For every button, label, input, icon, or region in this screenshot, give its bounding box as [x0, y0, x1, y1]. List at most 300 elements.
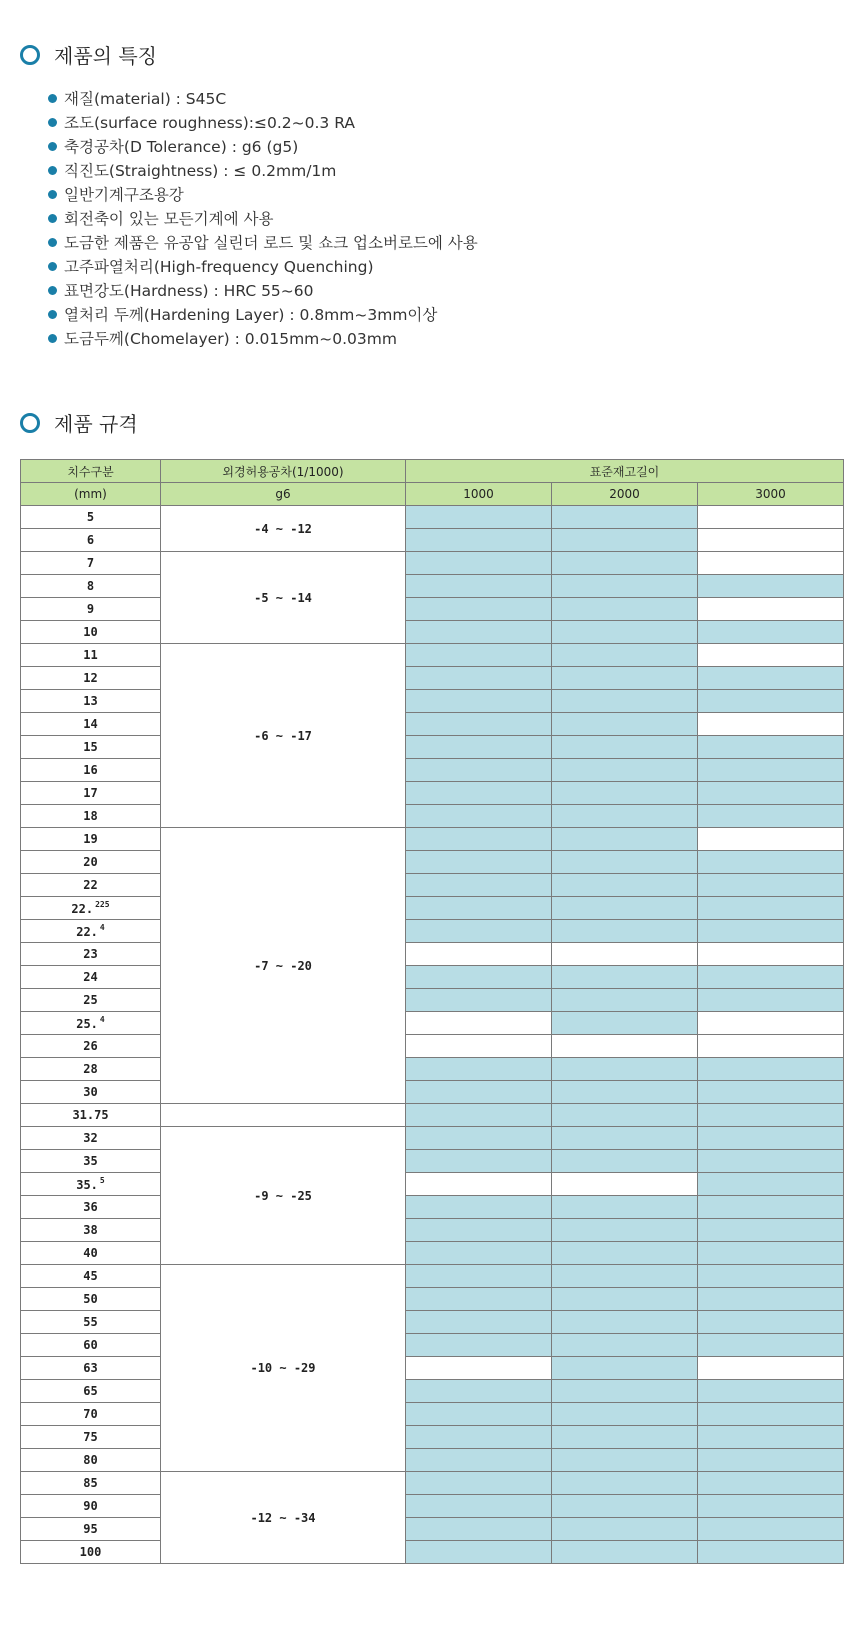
stock-empty-cell: [698, 1357, 844, 1380]
table-row: [21, 1081, 844, 1104]
size-value: 5: [86, 510, 95, 524]
feature-text: 일반기계구조용강: [64, 186, 184, 204]
stock-available-cell: [406, 667, 552, 690]
spec-title: 제품 규격: [54, 412, 138, 436]
size-value: 90: [83, 1499, 98, 1513]
stock-available-cell: [406, 1265, 552, 1288]
table-row: [21, 736, 844, 759]
stock-available-cell: [406, 1058, 552, 1081]
spec-table: [20, 459, 844, 1564]
stock-available-cell: [552, 1012, 698, 1035]
stock-available-cell: [406, 1449, 552, 1472]
table-row: [21, 851, 844, 874]
size-cell: [21, 1288, 161, 1311]
bullet-dot-icon: [48, 310, 57, 319]
stock-available-cell: [552, 1081, 698, 1104]
size-value: 85: [83, 1476, 98, 1490]
stock-available-cell: [698, 1334, 844, 1357]
stock-available-cell: [552, 552, 698, 575]
feature-text: 재질(material) : S45C: [64, 90, 227, 108]
size-cell: [21, 1518, 161, 1541]
table-row: [21, 552, 844, 575]
table-row: [21, 897, 844, 920]
stock-available-cell: [406, 529, 552, 552]
size-value: 11: [83, 648, 98, 662]
feature-text: 고주파열처리(High-frequency Quenching): [64, 258, 374, 276]
size-value: 80: [83, 1453, 98, 1467]
size-value: 32: [83, 1131, 98, 1145]
circle-bullet-icon: [20, 45, 40, 65]
stock-available-cell: [552, 529, 698, 552]
tolerance-cell: -5 ~ -14: [161, 552, 406, 644]
size-value: 26: [83, 1039, 98, 1053]
stock-available-cell: [698, 621, 844, 644]
stock-available-cell: [406, 1495, 552, 1518]
stock-available-cell: [406, 851, 552, 874]
feature-item: [48, 302, 478, 326]
table-row: [21, 667, 844, 690]
stock-available-cell: [698, 736, 844, 759]
size-cell: [21, 713, 161, 736]
feature-text: 도금한 제품은 유공압 실린더 로드 및 쇼크 업소버로드에 사용: [64, 234, 478, 252]
size-value: 14: [83, 717, 98, 731]
stock-available-cell: [552, 575, 698, 598]
stock-empty-cell: [698, 552, 844, 575]
size-value: 60: [83, 1338, 98, 1352]
tolerance-cell: -7 ~ -20: [161, 828, 406, 1104]
table-row: [21, 575, 844, 598]
size-cell: [21, 874, 161, 897]
tolerance-cell: -10 ~ -29: [161, 1265, 406, 1472]
stock-available-cell: [552, 1058, 698, 1081]
stock-available-cell: [698, 897, 844, 920]
stock-available-cell: [698, 1150, 844, 1173]
feature-item: [48, 86, 478, 110]
feature-text: 조도(surface roughness):≤0.2~0.3 RA: [64, 114, 355, 132]
size-cell: [21, 1357, 161, 1380]
feature-item: [48, 230, 478, 254]
stock-available-cell: [552, 1357, 698, 1380]
stock-available-cell: [552, 1288, 698, 1311]
length-2000-header: 2000: [552, 483, 698, 506]
size-value: 38: [83, 1223, 98, 1237]
size-value: 75: [83, 1430, 98, 1444]
size-cell: [21, 1058, 161, 1081]
stock-available-cell: [698, 874, 844, 897]
stock-available-cell: [698, 1058, 844, 1081]
stock-available-cell: [406, 874, 552, 897]
size-cell: [21, 1541, 161, 1564]
size-cell: [21, 828, 161, 851]
size-unit-header: (mm): [21, 483, 161, 506]
bullet-dot-icon: [48, 286, 57, 295]
size-value: 70: [83, 1407, 98, 1421]
stock-empty-cell: [406, 943, 552, 966]
stock-available-cell: [698, 667, 844, 690]
stock-empty-cell: [698, 644, 844, 667]
table-row: [21, 1518, 844, 1541]
table-header-row: [21, 460, 844, 483]
size-cell: [21, 506, 161, 529]
stock-available-cell: [406, 575, 552, 598]
circle-bullet-icon: [20, 413, 40, 433]
bullet-dot-icon: [48, 334, 57, 343]
table-row: [21, 943, 844, 966]
size-cell: [21, 598, 161, 621]
stock-available-cell: [552, 1541, 698, 1564]
tolerance-cell: -12 ~ -34: [161, 1472, 406, 1564]
size-value: 23: [83, 947, 98, 961]
feature-item: [48, 206, 478, 230]
stock-available-cell: [406, 1472, 552, 1495]
stock-available-cell: [552, 1196, 698, 1219]
tolerance-cell: -4 ~ -12: [161, 506, 406, 552]
stock-empty-cell: [698, 598, 844, 621]
stock-available-cell: [406, 897, 552, 920]
size-value: 12: [83, 671, 98, 685]
size-value: 36: [83, 1200, 98, 1214]
size-superscript: 4: [99, 1015, 105, 1024]
table-row: [21, 1196, 844, 1219]
stock-available-cell: [698, 1127, 844, 1150]
table-row: [21, 1035, 844, 1058]
size-cell: [21, 529, 161, 552]
stock-available-cell: [406, 1518, 552, 1541]
stock-available-cell: [698, 1196, 844, 1219]
size-cell: [21, 1334, 161, 1357]
stock-available-cell: [552, 1449, 698, 1472]
stock-available-cell: [552, 1334, 698, 1357]
table-row: [21, 1104, 844, 1127]
table-row: [21, 1242, 844, 1265]
stock-available-cell: [552, 1518, 698, 1541]
size-value: 45: [83, 1269, 98, 1283]
stock-available-cell: [406, 644, 552, 667]
size-value: 25.: [76, 1017, 98, 1031]
table-row: [21, 1127, 844, 1150]
stock-available-cell: [552, 713, 698, 736]
table-row: [21, 529, 844, 552]
spec-table-container: [20, 459, 843, 1564]
feature-text: 표면강도(Hardness) : HRC 55~60: [64, 282, 314, 300]
tolerance-cell: [161, 1104, 406, 1127]
stock-available-cell: [552, 1150, 698, 1173]
stock-available-cell: [698, 782, 844, 805]
tolerance-header: 외경허용공차(1/1000): [161, 460, 406, 483]
stock-available-cell: [698, 989, 844, 1012]
size-superscript: 4: [99, 923, 105, 932]
stock-available-cell: [552, 1219, 698, 1242]
stock-available-cell: [552, 1403, 698, 1426]
size-value: 6: [86, 533, 95, 547]
length-1000-header: 1000: [406, 483, 552, 506]
stock-empty-cell: [552, 1035, 698, 1058]
table-row: [21, 805, 844, 828]
table-subheader-row: [21, 483, 844, 506]
stock-available-cell: [406, 1426, 552, 1449]
table-row: [21, 920, 844, 943]
spec-section-title: [20, 408, 138, 437]
table-row: [21, 1173, 844, 1196]
size-cell: [21, 552, 161, 575]
size-value: 13: [83, 694, 98, 708]
stock-available-cell: [406, 736, 552, 759]
size-cell: [21, 759, 161, 782]
table-row: [21, 1357, 844, 1380]
stock-available-cell: [552, 736, 698, 759]
size-cell: [21, 736, 161, 759]
table-row: [21, 828, 844, 851]
stock-available-cell: [406, 713, 552, 736]
table-row: [21, 759, 844, 782]
size-header: 치수구분: [21, 460, 161, 483]
size-value: 7: [86, 556, 95, 570]
size-cell: [21, 1472, 161, 1495]
stock-available-cell: [698, 1472, 844, 1495]
feature-item: [48, 158, 478, 182]
size-cell: [21, 1219, 161, 1242]
stock-available-cell: [552, 1104, 698, 1127]
size-cell: [21, 1311, 161, 1334]
size-cell: [21, 690, 161, 713]
bullet-dot-icon: [48, 142, 57, 151]
bullet-dot-icon: [48, 262, 57, 271]
stock-available-cell: [698, 759, 844, 782]
size-value: 22.: [71, 902, 94, 916]
stock-available-cell: [698, 920, 844, 943]
table-row: [21, 1012, 844, 1035]
stock-empty-cell: [406, 1357, 552, 1380]
stock-available-cell: [552, 920, 698, 943]
stock-available-cell: [698, 1449, 844, 1472]
stock-available-cell: [406, 621, 552, 644]
table-row: [21, 1541, 844, 1564]
size-cell: [21, 621, 161, 644]
stock-available-cell: [552, 989, 698, 1012]
feature-item: [48, 110, 478, 134]
stock-available-cell: [552, 1265, 698, 1288]
stock-available-cell: [406, 1242, 552, 1265]
size-cell: [21, 1104, 161, 1127]
size-cell: [21, 1403, 161, 1426]
size-cell: [21, 966, 161, 989]
size-value: 63: [83, 1361, 98, 1375]
stock-available-cell: [406, 1104, 552, 1127]
size-cell: [21, 805, 161, 828]
stock-available-cell: [406, 1334, 552, 1357]
feature-item: [48, 326, 478, 350]
table-row: [21, 1495, 844, 1518]
table-row: [21, 1449, 844, 1472]
stock-empty-cell: [698, 828, 844, 851]
stock-available-cell: [406, 805, 552, 828]
bullet-dot-icon: [48, 166, 57, 175]
stock-available-cell: [406, 782, 552, 805]
tolerance-cell: -9 ~ -25: [161, 1127, 406, 1265]
size-cell: [21, 851, 161, 874]
size-cell: [21, 782, 161, 805]
feature-item: [48, 134, 478, 158]
stock-available-cell: [698, 1173, 844, 1196]
feature-item: [48, 278, 478, 302]
table-row: [21, 1219, 844, 1242]
stock-available-cell: [552, 828, 698, 851]
stock-available-cell: [698, 1311, 844, 1334]
size-value: 65: [83, 1384, 98, 1398]
feature-text: 축경공차(D Tolerance) : g6 (g5): [64, 138, 299, 156]
stock-available-cell: [698, 1081, 844, 1104]
stock-available-cell: [406, 1219, 552, 1242]
bullet-dot-icon: [48, 118, 57, 127]
features-section-title: [20, 40, 157, 69]
stock-available-cell: [698, 1403, 844, 1426]
stock-empty-cell: [698, 943, 844, 966]
size-value: 50: [83, 1292, 98, 1306]
stock-available-cell: [698, 851, 844, 874]
stock-available-cell: [406, 1081, 552, 1104]
size-value: 24: [83, 970, 98, 984]
feature-text: 도금두께(Chomelayer) : 0.015mm~0.03mm: [64, 330, 397, 348]
stock-available-cell: [552, 598, 698, 621]
size-cell: [21, 989, 161, 1012]
table-row: [21, 598, 844, 621]
size-value: 95: [83, 1522, 98, 1536]
stock-available-cell: [552, 782, 698, 805]
table-row: [21, 621, 844, 644]
size-cell: [21, 1196, 161, 1219]
size-cell: [21, 1012, 161, 1035]
size-value: 40: [83, 1246, 98, 1260]
stock-available-cell: [406, 1150, 552, 1173]
stock-available-cell: [698, 1265, 844, 1288]
table-row: [21, 644, 844, 667]
size-cell: [21, 1150, 161, 1173]
stock-available-cell: [406, 506, 552, 529]
size-value: 19: [83, 832, 98, 846]
size-cell: [21, 1242, 161, 1265]
stock-available-cell: [406, 828, 552, 851]
size-value: 20: [83, 855, 98, 869]
stock-empty-cell: [698, 529, 844, 552]
size-value: 8: [86, 579, 95, 593]
size-value: 55: [83, 1315, 98, 1329]
size-value: 10: [83, 625, 98, 639]
stock-available-cell: [552, 1472, 698, 1495]
stock-empty-cell: [552, 943, 698, 966]
table-row: [21, 874, 844, 897]
size-value: 22: [83, 878, 98, 892]
feature-item: [48, 254, 478, 278]
table-row: [21, 1265, 844, 1288]
stock-available-cell: [552, 759, 698, 782]
table-row: [21, 1288, 844, 1311]
size-value: 22.: [76, 925, 98, 939]
stock-available-cell: [698, 1380, 844, 1403]
size-value: 35.: [76, 1178, 98, 1192]
stock-available-cell: [406, 1541, 552, 1564]
stock-available-cell: [552, 1380, 698, 1403]
stock-empty-cell: [406, 1035, 552, 1058]
stock-available-cell: [552, 690, 698, 713]
size-cell: [21, 897, 161, 920]
stock-available-cell: [552, 506, 698, 529]
stock-available-cell: [698, 1104, 844, 1127]
stock-available-cell: [406, 1311, 552, 1334]
size-value: 25: [83, 993, 98, 1007]
stock-available-cell: [552, 966, 698, 989]
stock-available-cell: [698, 1219, 844, 1242]
stock-available-cell: [406, 989, 552, 1012]
stock-available-cell: [698, 1495, 844, 1518]
table-row: [21, 506, 844, 529]
feature-text: 회전축이 있는 모든기계에 사용: [64, 210, 274, 228]
stock-available-cell: [406, 1196, 552, 1219]
stock-available-cell: [698, 1426, 844, 1449]
table-row: [21, 782, 844, 805]
table-row: [21, 1403, 844, 1426]
stock-available-cell: [406, 598, 552, 621]
table-row: [21, 1311, 844, 1334]
bullet-dot-icon: [48, 190, 57, 199]
size-value: 31.75: [72, 1108, 109, 1122]
size-cell: [21, 1449, 161, 1472]
bullet-dot-icon: [48, 238, 57, 247]
size-value: 9: [86, 602, 95, 616]
table-row: [21, 690, 844, 713]
feature-text: 열처리 두께(Hardening Layer) : 0.8mm~3mm이상: [64, 306, 438, 324]
features-title: 제품의 특징: [54, 44, 157, 68]
size-cell: [21, 1265, 161, 1288]
stock-available-cell: [698, 966, 844, 989]
size-cell: [21, 667, 161, 690]
feature-text: 직진도(Straightness) : ≤ 0.2mm/1m: [64, 162, 337, 180]
size-value: 15: [83, 740, 98, 754]
size-cell: [21, 1426, 161, 1449]
stock-empty-cell: [552, 1173, 698, 1196]
size-cell: [21, 1127, 161, 1150]
stock-available-cell: [406, 690, 552, 713]
table-row: [21, 1150, 844, 1173]
stock-available-cell: [406, 1288, 552, 1311]
size-cell: [21, 920, 161, 943]
stock-available-cell: [552, 667, 698, 690]
stock-available-cell: [698, 1541, 844, 1564]
size-value: 18: [83, 809, 98, 823]
stock-available-cell: [698, 690, 844, 713]
size-cell: [21, 1380, 161, 1403]
stock-empty-cell: [406, 1012, 552, 1035]
size-value: 100: [79, 1545, 102, 1559]
stock-empty-cell: [698, 506, 844, 529]
stock-available-cell: [698, 575, 844, 598]
stock-available-cell: [698, 1242, 844, 1265]
stock-available-cell: [406, 759, 552, 782]
stock-available-cell: [552, 1242, 698, 1265]
stock-empty-cell: [698, 1035, 844, 1058]
stock-available-cell: [552, 1495, 698, 1518]
table-row: [21, 713, 844, 736]
stock-available-cell: [406, 552, 552, 575]
stock-available-cell: [406, 920, 552, 943]
size-cell: [21, 1495, 161, 1518]
feature-item: [48, 182, 478, 206]
stock-available-cell: [698, 805, 844, 828]
size-value: 28: [83, 1062, 98, 1076]
stock-available-cell: [406, 1403, 552, 1426]
bullet-dot-icon: [48, 214, 57, 223]
stock-empty-cell: [698, 713, 844, 736]
tolerance-cell: -6 ~ -17: [161, 644, 406, 828]
